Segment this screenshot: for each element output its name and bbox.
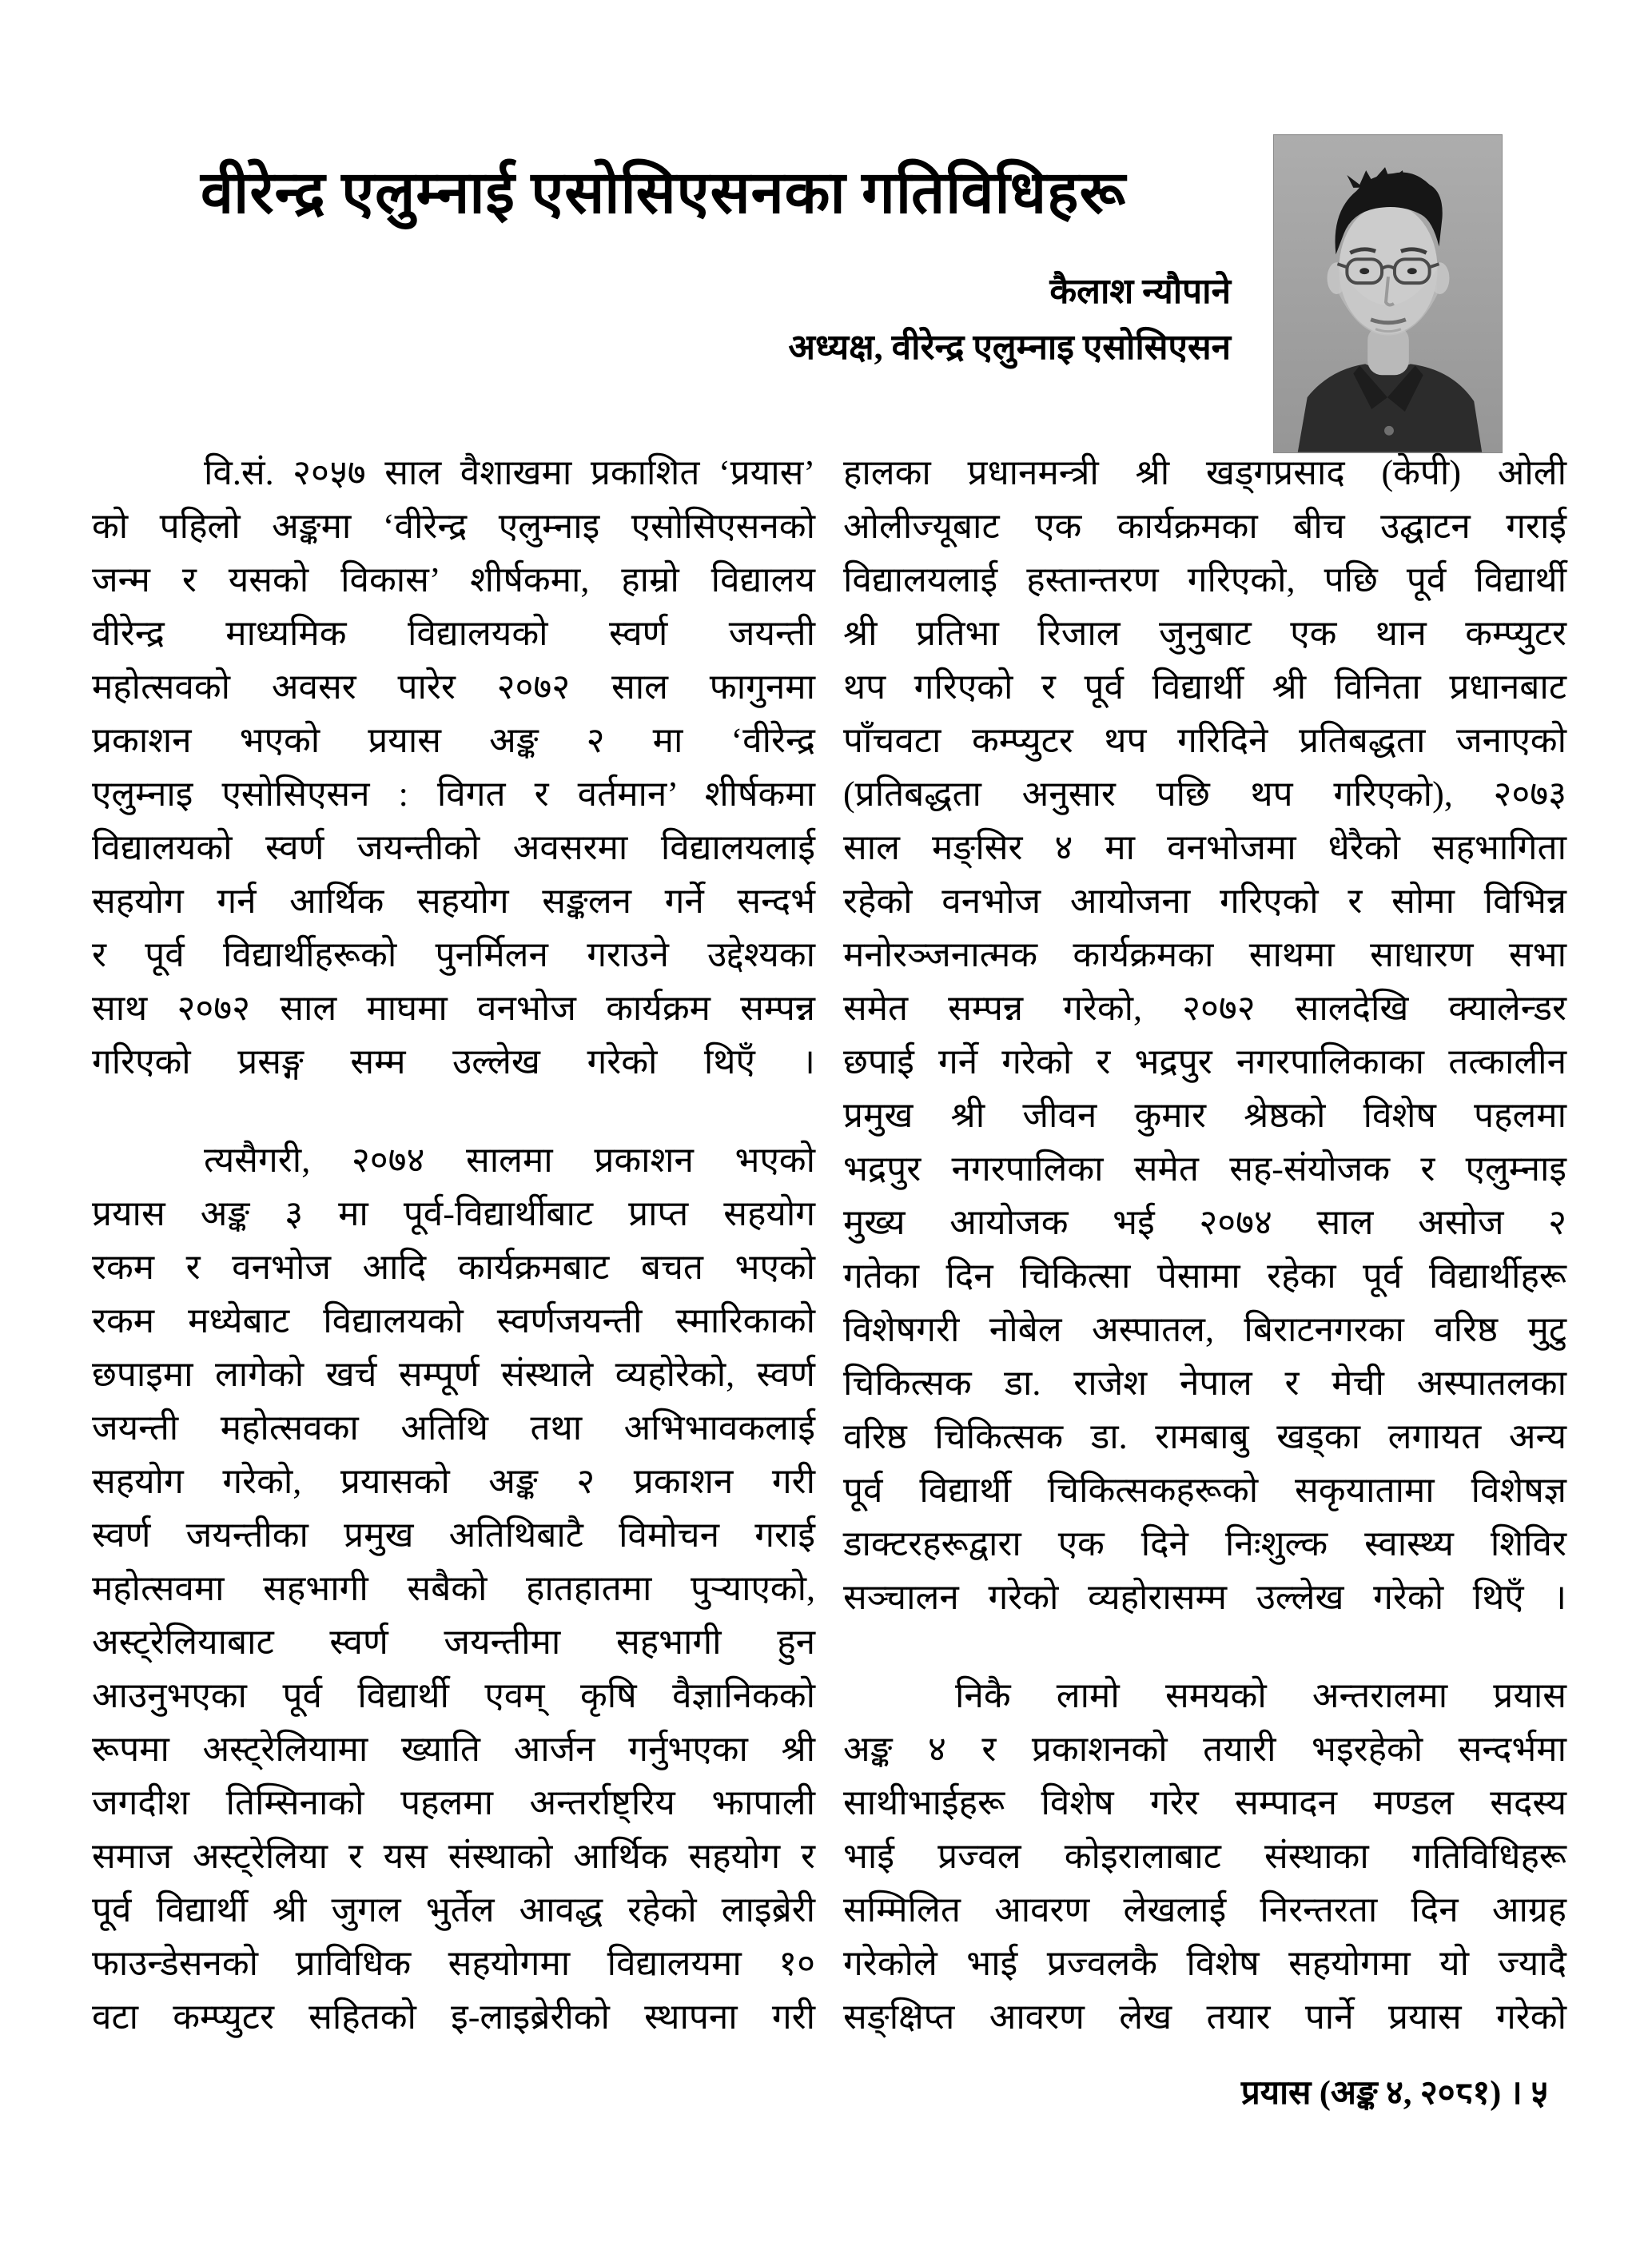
- text-line: हालका प्रधानमन्त्री श्री खड्गप्रसाद (केपी) ओली: [843, 453, 1566, 492]
- text-line: समाज अस्ट्रेलिया र यस संस्थाको आर्थिक सहयोग र: [92, 1837, 815, 1876]
- text-line: अङ्क ४ र प्रकाशनको तयारी भइरहेको सन्दर्भमा: [843, 1730, 1566, 1769]
- byline: [432, 264, 1231, 376]
- text-line: वीरेन्द्र माध्यमिक विद्यालयको स्वर्ण जयन्ती: [92, 614, 815, 653]
- text-line: चिकित्सक डा. राजेश नेपाल र मेची अस्पातलका: [843, 1364, 1566, 1403]
- text-line: डाक्टरहरूद्वारा एक दिने निःशुल्क स्वास्थ्य शिविर: [843, 1524, 1566, 1563]
- text-line: साथ २०७२ साल माघमा वनभोज कार्यक्रम सम्पन्न: [92, 989, 815, 1028]
- text-line: महोत्सवको अवसर पारेर २०७२ साल फागुनमा: [92, 667, 815, 707]
- text-line: सहयोग गर्न आर्थिक सहयोग सङ्कलन गर्ने सन्दर्भ: [92, 882, 815, 921]
- text-line: मनोरञ्जनात्मक कार्यक्रमका साथमा साधारण सभा: [843, 935, 1566, 974]
- text-line: जन्म र यसको विकास’ शीर्षकमा, हाम्रो विद्यालय: [92, 560, 815, 599]
- article-body: [92, 446, 1566, 2044]
- text-line: निकै लामो समयको अन्तरालमा प्रयास: [955, 1676, 1566, 1715]
- text-line: को पहिलो अङ्कमा ‘वीरेन्द्र एलुम्नाइ एसोसिएसनको: [92, 507, 815, 546]
- text-line: ओलीज्यूबाट एक कार्यक्रमका बीच उद्घाटन गराई: [843, 507, 1566, 546]
- text-line: सङ्क्षिप्त आवरण लेख तयार पार्ने प्रयास गरेको: [843, 1997, 1566, 2037]
- text-line: विद्यालयलाई हस्तान्तरण गरिएको, पछि पूर्व विद्यार्थी: [843, 560, 1566, 599]
- text-line: पूर्व विद्यार्थी श्री जुगल भुर्तेल आवद्ध रहेको लाइब्रेरी: [92, 1890, 815, 1929]
- text-line: जयन्ती महोत्सवका अतिथि तथा अभिभावकलाई: [92, 1408, 815, 1448]
- footer-issue-page-number: प्रयास (अङ्क ४, २०८१) । ५: [1240, 2075, 1548, 2112]
- text-line: रकम मध्येबाट विद्यालयको स्वर्णजयन्ती स्मारिकाको: [92, 1301, 815, 1340]
- text-line: सम्मिलित आवरण लेखलाई निरन्तरता दिन आग्रह: [843, 1890, 1566, 1929]
- text-line: वि.सं. २०५७ साल वैशाखमा प्रकाशित ‘प्रयास’: [204, 453, 815, 492]
- page-title: वीरेन्द्र एलुम्नाई एसोसिएसनका गतिविधिहरू: [201, 161, 1126, 226]
- page-footer: [1241, 2069, 1548, 2114]
- text-line: थप गरिएको र पूर्व विद्यार्थी श्री विनिता प्रधानबाट: [843, 667, 1566, 707]
- text-line: रूपमा अस्ट्रेलियामा ख्याति आर्जन गर्नुभएका श्री: [92, 1730, 815, 1769]
- text-line: फाउन्डेसनको प्राविधिक सहयोगमा विद्यालयमा १०: [92, 1944, 815, 1983]
- text-line: जगदीश तिम्सिनाको पहलमा अन्तर्राष्ट्रिय झापाली: [92, 1783, 815, 1822]
- text-line: सञ्चालन गरेको व्यहोरासम्म उल्लेख गरेको थिएँ ।: [843, 1578, 1566, 1617]
- text-line: छपाइमा लागेको खर्च सम्पूर्ण संस्थाले व्यहोरेको, स्वर्ण: [92, 1355, 815, 1394]
- text-line: आउनुभएका पूर्व विद्यार्थी एवम् कृषि वैज्ञानिकको: [92, 1676, 815, 1715]
- text-line: भद्रपुर नगरपालिका समेत सह-संयोजक र एलुम्नाइ: [843, 1149, 1566, 1189]
- author-photo: [1273, 134, 1503, 453]
- byline-author-name: कैलाश न्यौपाने: [1049, 272, 1231, 311]
- text-line: र पूर्व विद्यार्थीहरूको पुनर्मिलन गराउने उद्देश्यका: [92, 935, 815, 974]
- text-line: श्री प्रतिभा रिजाल जुनुबाट एक थान कम्प्युटर: [843, 614, 1566, 653]
- right-column: [843, 446, 1566, 2044]
- text-line: सहयोग गरेको, प्रयासको अङ्क २ प्रकाशन गरी: [92, 1462, 815, 1501]
- author-portrait-illustration: [1274, 135, 1502, 452]
- text-line: साल मङ्सिर ४ मा वनभोजमा धेरैको सहभागिता: [843, 828, 1566, 867]
- text-line: एलुम्नाइ एसोसिएसन : विगत र वर्तमान’ शीर्षकमा: [92, 775, 815, 814]
- text-line: त्यसैगरी, २०७४ सालमा प्रकाशन भएको: [204, 1141, 815, 1180]
- byline-author-role: अध्यक्ष, वीरेन्द्र एलुम्नाइ एसोसिएसन: [788, 328, 1231, 367]
- text-line: रकम र वनभोज आदि कार्यक्रमबाट बचत भएको: [92, 1248, 815, 1287]
- text-line: छपाई गर्ने गरेको र भद्रपुर नगरपालिकाका तत्कालीन: [843, 1042, 1566, 1081]
- text-line: वरिष्ठ चिकित्सक डा. रामबाबु खड्का लगायत अन्य: [843, 1417, 1566, 1456]
- text-line: पूर्व विद्यार्थी चिकित्सकहरूको सकृयातामा विशेषज्ञ: [843, 1471, 1566, 1510]
- paragraph: [843, 1669, 1566, 2044]
- text-line: प्रकाशन भएको प्रयास अङ्क २ मा ‘वीरेन्द्र: [92, 721, 815, 760]
- text-line: समेत सम्पन्न गरेको, २०७२ सालदेखि क्यालेन्डर: [843, 989, 1566, 1028]
- text-line: साथीभाईहरू विशेष गरेर सम्पादन मण्डल सदस्य: [843, 1783, 1566, 1822]
- paragraph: [92, 1133, 815, 2044]
- text-line: स्वर्ण जयन्तीका प्रमुख अतिथिबाटै विमोचन गराई: [92, 1515, 815, 1555]
- text-line: गतेका दिन चिकित्सा पेसामा रहेका पूर्व विद्यार्थीहरू: [843, 1256, 1566, 1296]
- text-line: (प्रतिबद्धता अनुसार पछि थप गरिएको), २०७३: [843, 775, 1566, 814]
- text-line: रहेको वनभोज आयोजना गरिएको र सोमा विभिन्न: [843, 882, 1566, 921]
- paragraph: [843, 446, 1566, 1624]
- text-line: गरेकोले भाई प्रज्वलकै विशेष सहयोगमा यो ज्यादै: [843, 1944, 1566, 1983]
- left-column: [92, 446, 815, 2044]
- text-line: महोत्सवमा सहभागी सबैको हातहातमा पुऱ्याएको,: [92, 1569, 815, 1608]
- text-line: प्रयास अङ्क ३ मा पूर्व-विद्यार्थीबाट प्राप्त सहयोग: [92, 1194, 815, 1233]
- text-line: वटा कम्प्युटर सहितको इ-लाइब्रेरीको स्थापना गरी: [92, 1997, 815, 2037]
- text-line: पाँचवटा कम्प्युटर थप गरिदिने प्रतिबद्धता जनाएको: [843, 721, 1566, 760]
- text-line: अस्ट्रेलियाबाट स्वर्ण जयन्तीमा सहभागी हुन: [92, 1623, 815, 1662]
- text-line: गरिएको प्रसङ्ग सम्म उल्लेख गरेको थिएँ ।: [92, 1042, 815, 1081]
- text-line: मुख्य आयोजक भई २०७४ साल असोज २: [843, 1203, 1566, 1242]
- text-line: प्रमुख श्री जीवन कुमार श्रेष्ठको विशेष पहलमा: [843, 1096, 1566, 1135]
- paragraph: [92, 446, 815, 1089]
- text-line: विद्यालयको स्वर्ण जयन्तीको अवसरमा विद्यालयलाई: [92, 828, 815, 867]
- text-line: विशेषगरी नोबेल अस्पातल, बिराटनगरका वरिष्ठ मुटु: [843, 1310, 1566, 1349]
- text-line: भाई प्रज्वल कोइरालाबाट संस्थाका गतिविधिहरू: [843, 1837, 1566, 1876]
